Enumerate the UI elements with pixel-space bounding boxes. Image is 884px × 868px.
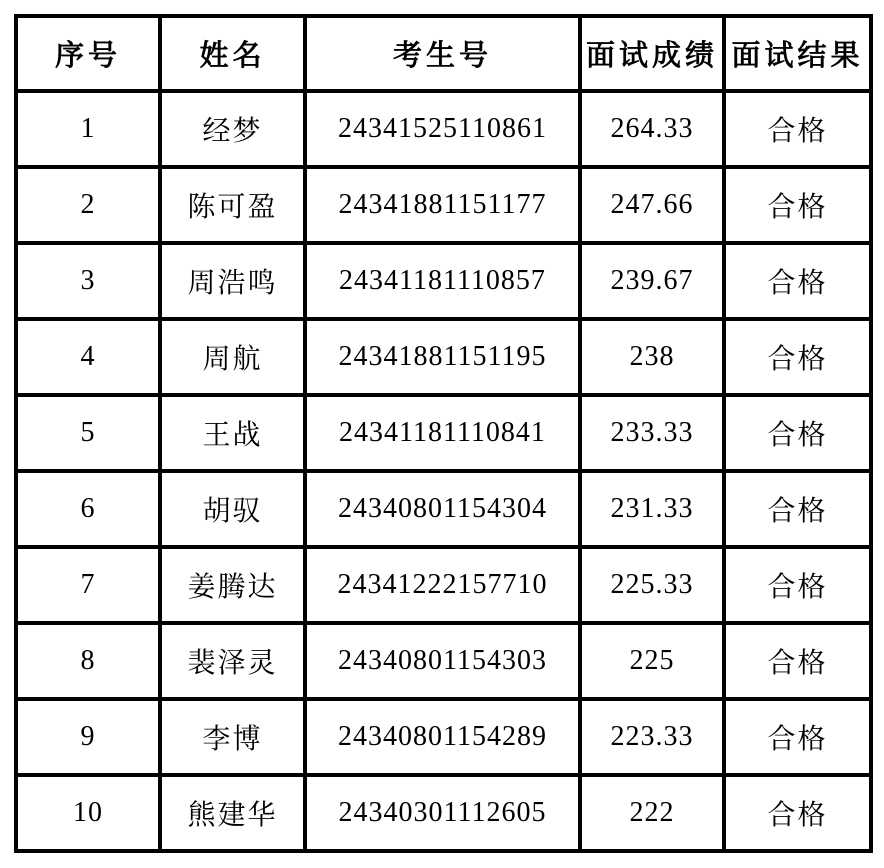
table-row xyxy=(16,699,871,775)
cell-serial-number: 9 xyxy=(16,699,160,775)
cell-score: 225.33 xyxy=(580,547,724,623)
interview-results-table xyxy=(14,14,873,853)
table-row xyxy=(16,243,871,319)
cell-result: 合格 xyxy=(724,319,871,395)
cell-result: 合格 xyxy=(724,623,871,699)
cell-exam-id: 24340801154303 xyxy=(305,623,580,699)
cell-exam-id: 24341222157710 xyxy=(305,547,580,623)
cell-result: 合格 xyxy=(724,547,871,623)
cell-name: 胡驭 xyxy=(160,471,305,547)
cell-exam-id: 24340801154289 xyxy=(305,699,580,775)
cell-exam-id: 24340801154304 xyxy=(305,471,580,547)
table-body xyxy=(16,91,871,851)
cell-name: 周航 xyxy=(160,319,305,395)
cell-score: 238 xyxy=(580,319,724,395)
cell-score: 231.33 xyxy=(580,471,724,547)
cell-exam-id: 24341181110841 xyxy=(305,395,580,471)
cell-name: 周浩鸣 xyxy=(160,243,305,319)
cell-score: 239.67 xyxy=(580,243,724,319)
header-exam-id: 考生号 xyxy=(305,16,580,91)
table-row xyxy=(16,547,871,623)
cell-serial-number: 3 xyxy=(16,243,160,319)
cell-score: 223.33 xyxy=(580,699,724,775)
cell-result: 合格 xyxy=(724,395,871,471)
cell-serial-number: 7 xyxy=(16,547,160,623)
cell-result: 合格 xyxy=(724,243,871,319)
header-interview-result: 面试结果 xyxy=(724,16,871,91)
table-row xyxy=(16,395,871,471)
header-serial-number: 序号 xyxy=(16,16,160,91)
cell-exam-id: 24341181110857 xyxy=(305,243,580,319)
cell-result: 合格 xyxy=(724,167,871,243)
cell-name: 裴泽灵 xyxy=(160,623,305,699)
header-interview-score: 面试成绩 xyxy=(580,16,724,91)
cell-result: 合格 xyxy=(724,471,871,547)
table-row xyxy=(16,775,871,851)
table-row xyxy=(16,91,871,167)
cell-serial-number: 4 xyxy=(16,319,160,395)
cell-exam-id: 24340301112605 xyxy=(305,775,580,851)
cell-name: 陈可盈 xyxy=(160,167,305,243)
cell-score: 247.66 xyxy=(580,167,724,243)
cell-score: 225 xyxy=(580,623,724,699)
header-name: 姓名 xyxy=(160,16,305,91)
cell-score: 264.33 xyxy=(580,91,724,167)
table-row xyxy=(16,319,871,395)
table-row xyxy=(16,623,871,699)
cell-name: 熊建华 xyxy=(160,775,305,851)
cell-name: 经梦 xyxy=(160,91,305,167)
cell-exam-id: 24341525110861 xyxy=(305,91,580,167)
cell-result: 合格 xyxy=(724,699,871,775)
cell-result: 合格 xyxy=(724,775,871,851)
cell-name: 李博 xyxy=(160,699,305,775)
cell-serial-number: 6 xyxy=(16,471,160,547)
table-header xyxy=(16,16,871,91)
cell-score: 222 xyxy=(580,775,724,851)
cell-exam-id: 24341881151177 xyxy=(305,167,580,243)
cell-exam-id: 24341881151195 xyxy=(305,319,580,395)
cell-serial-number: 10 xyxy=(16,775,160,851)
cell-score: 233.33 xyxy=(580,395,724,471)
table-row xyxy=(16,167,871,243)
table-row xyxy=(16,471,871,547)
cell-name: 王战 xyxy=(160,395,305,471)
cell-serial-number: 8 xyxy=(16,623,160,699)
cell-name: 姜腾达 xyxy=(160,547,305,623)
header-row xyxy=(16,16,871,91)
cell-serial-number: 1 xyxy=(16,91,160,167)
cell-serial-number: 5 xyxy=(16,395,160,471)
cell-result: 合格 xyxy=(724,91,871,167)
cell-serial-number: 2 xyxy=(16,167,160,243)
